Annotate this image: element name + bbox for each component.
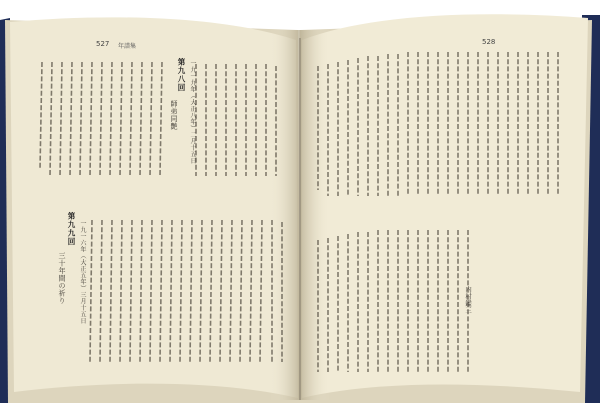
- section-subtitle-98: 師弟同艶: [170, 100, 178, 130]
- right-page-signature: 内村鑑三: [464, 286, 472, 314]
- section-date-98: 一九一九年（大正八年）二月十五日: [189, 60, 196, 164]
- left-page-number: 527: [96, 40, 110, 48]
- right-page-number: 528: [482, 38, 496, 46]
- left-running-head: 年譜集: [118, 43, 137, 50]
- section-heading-98: 第九八回: [177, 58, 186, 92]
- section-subtitle-99: 三十年間の祈り: [58, 252, 66, 305]
- section-date-99: 一九一六年（大正五年）三月十五日: [79, 220, 86, 324]
- section-heading-99: 第九九回: [67, 212, 76, 246]
